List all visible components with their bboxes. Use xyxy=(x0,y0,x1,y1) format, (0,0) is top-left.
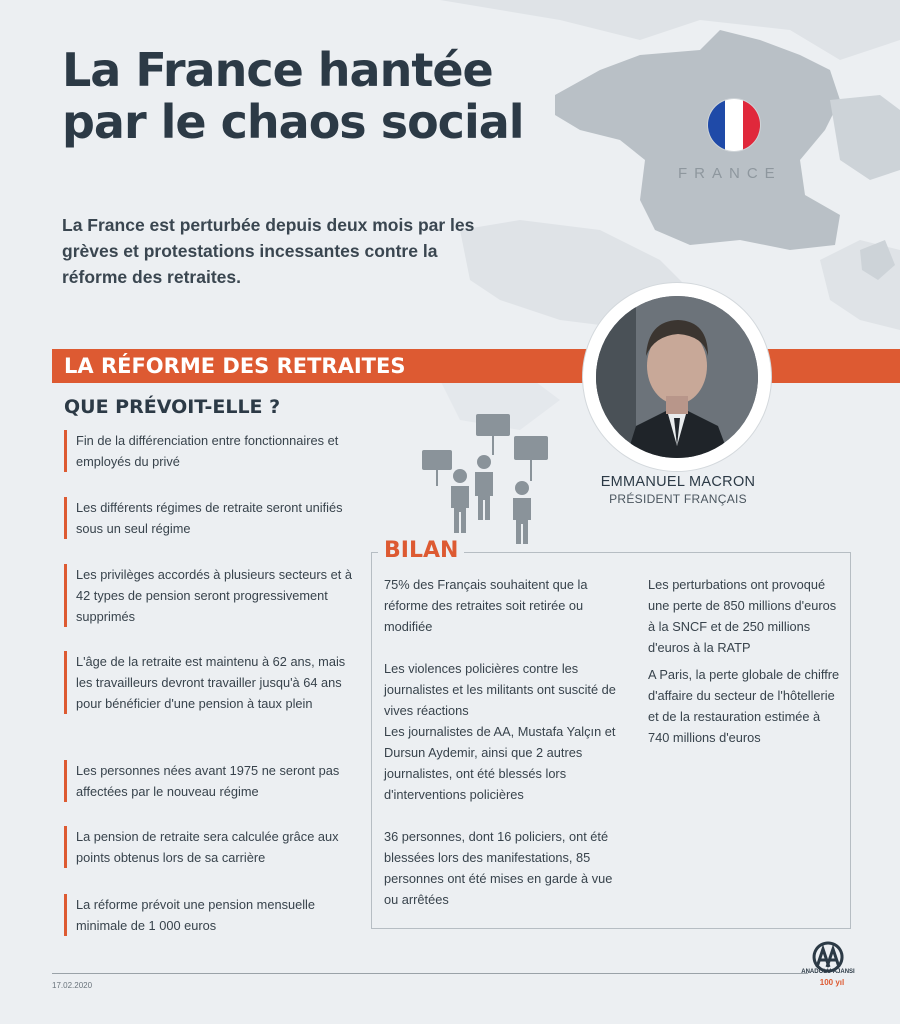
section-heading: LA RÉFORME DES RETRAITES xyxy=(64,354,406,378)
title-line-1: La France hantée xyxy=(62,43,493,97)
bilan-fact: 36 personnes, dont 16 policiers, ont été blessées lors des manifestations, 85 personnes ont été mises en garde à vue ou arrêtées xyxy=(384,829,613,907)
protesters-icon xyxy=(418,408,558,548)
bilan-fact: A Paris, la perte globale de chiffre d'affaire du secteur de l'hôtellerie et de la restauration estimée à 740 millions d'euros xyxy=(648,667,840,745)
intro-paragraph: La France est perturbée depuis deux mois par les grèves et protestations incessantes contre la réforme des retraites. xyxy=(62,215,475,287)
list-item: Les personnes nées avant 1975 ne seront pas affectées par le nouveau régime xyxy=(64,760,354,802)
list-item: Fin de la différenciation entre fonctionnaires et employés du privé xyxy=(64,430,354,472)
country-label: FRANCE xyxy=(678,165,782,182)
list-item: L'âge de la retraite est maintenu à 62 ans, mais les travailleurs devront travailler jusqu'à 64 ans pour bénéficier d'une pension à taux plein xyxy=(64,651,354,714)
bilan-title: BILAN xyxy=(378,538,464,563)
page-title xyxy=(62,44,582,148)
person-name: EMMANUEL MACRON xyxy=(600,474,756,490)
person-photo xyxy=(596,296,758,458)
bilan-fact: 75% des Français souhaitent que la réforme des retraites soit retirée ou modifiée xyxy=(384,577,588,634)
bilan-fact: Les perturbations ont provoqué une perte de 850 millions d'euros à la SNCF et de 250 millions d'euros à la RATP xyxy=(648,577,837,655)
france-flag-icon xyxy=(708,99,760,151)
bilan-right-column xyxy=(648,574,844,769)
list-item: Les différents régimes de retraite seront unifiés sous un seul régime xyxy=(64,497,354,539)
list-item: La pension de retraite sera calculée grâce aux points obtenus lors de sa carrière xyxy=(64,826,354,868)
person-role: PRÉSIDENT FRANÇAIS xyxy=(609,492,747,506)
flag-stripe-white xyxy=(725,99,742,151)
bilan-left-column xyxy=(384,574,624,931)
bilan-fact: Les journalistes de AA, Mustafa Yalçın et Dursun Aydemir, ainsi que 2 autres journalistes, ont été blessés lors d'interventions policières xyxy=(384,724,616,802)
agency-name: ANADOLU AJANSI xyxy=(801,969,855,975)
footer-divider xyxy=(52,973,808,974)
list-item: Les privilèges accordés à plusieurs secteurs et à 42 types de pension seront progressivement supprimés xyxy=(64,564,354,627)
person-silhouette-icon xyxy=(596,296,758,458)
publication-date: 17.02.2020 xyxy=(52,981,93,990)
agency-anniversary: 100 yıl xyxy=(819,978,845,987)
list-item: La réforme prévoit une pension mensuelle minimale de 1 000 euros xyxy=(64,894,354,936)
section-subheading: QUE PRÉVOIT-ELLE ? xyxy=(64,396,281,418)
bilan-fact: Les violences policières contre les journalistes et les militants ont suscité de vives réactions xyxy=(384,661,616,718)
title-line-2: par le chaos social xyxy=(62,95,524,149)
